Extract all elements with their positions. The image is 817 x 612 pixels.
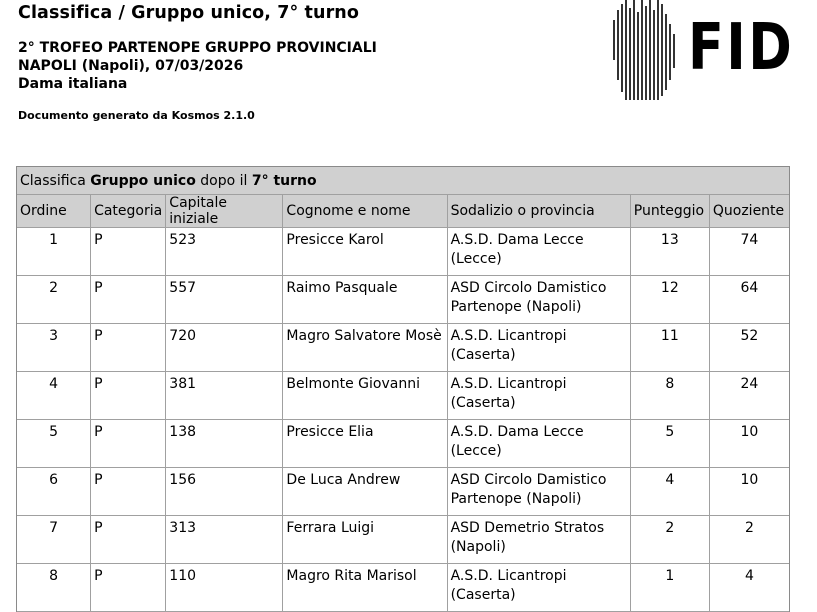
club-line-1: A.S.D. Licantropi <box>450 568 567 584</box>
generated-note: Documento generato da Kosmos 2.1.0 <box>18 109 255 122</box>
cell-ordine: 6 <box>17 468 91 516</box>
cell-nome: Raimo Pasquale <box>283 276 447 324</box>
cell-quoziente: 4 <box>710 564 789 612</box>
cell-sodalizio <box>448 420 631 468</box>
cell-ordine: 4 <box>17 372 91 420</box>
cell-categoria: P <box>91 468 166 516</box>
cell-nome: Magro Rita Marisol <box>283 564 447 612</box>
cell-punteggio: 2 <box>631 516 710 564</box>
caption-group: Gruppo unico <box>90 172 196 189</box>
club-line-2: (Caserta) <box>450 347 516 363</box>
game-type: Dama italiana <box>18 76 128 92</box>
cell-quoziente: 10 <box>710 420 789 468</box>
table-row <box>17 276 789 324</box>
cell-punteggio: 1 <box>631 564 710 612</box>
cell-ordine: 5 <box>17 420 91 468</box>
cell-capitale: 313 <box>166 516 283 564</box>
table-row <box>17 564 789 612</box>
club-line-1: ASD Circolo Damistico <box>450 280 607 296</box>
cell-capitale: 110 <box>166 564 283 612</box>
ranking-table <box>16 166 790 612</box>
club-line-2: (Caserta) <box>450 395 516 411</box>
fid-logo-text: FID <box>688 11 795 85</box>
cell-sodalizio <box>448 276 631 324</box>
cell-punteggio: 8 <box>631 372 710 420</box>
cell-nome: Belmonte Giovanni <box>283 372 447 420</box>
cell-capitale: 156 <box>166 468 283 516</box>
column-header-punteggio: Punteggio <box>631 195 710 228</box>
cell-quoziente: 24 <box>710 372 789 420</box>
table-row <box>17 468 789 516</box>
cell-ordine: 8 <box>17 564 91 612</box>
event-name: 2° TROFEO PARTENOPE GRUPPO PROVINCIALI <box>18 40 377 56</box>
column-header-capitale: Capitale iniziale <box>166 195 283 228</box>
cell-quoziente: 52 <box>710 324 789 372</box>
cell-punteggio: 5 <box>631 420 710 468</box>
club-line-2: (Napoli) <box>450 539 506 555</box>
cell-ordine: 2 <box>17 276 91 324</box>
table-row <box>17 324 789 372</box>
cell-ordine: 3 <box>17 324 91 372</box>
column-header-sodalizio: Sodalizio o provincia <box>448 195 631 228</box>
cell-sodalizio <box>448 468 631 516</box>
club-line-2: (Lecce) <box>450 251 502 267</box>
cell-capitale: 720 <box>166 324 283 372</box>
cell-quoziente: 74 <box>710 228 789 276</box>
fid-logo-bars-icon <box>612 0 684 104</box>
caption-mid: dopo il <box>195 172 252 189</box>
cell-sodalizio <box>448 372 631 420</box>
cell-sodalizio <box>448 564 631 612</box>
cell-quoziente: 10 <box>710 468 789 516</box>
table-header <box>17 195 789 228</box>
fid-logo <box>612 0 795 104</box>
column-header-ordine: Ordine <box>17 195 91 228</box>
cell-capitale: 523 <box>166 228 283 276</box>
cell-ordine: 7 <box>17 516 91 564</box>
cell-categoria: P <box>91 228 166 276</box>
table-row <box>17 516 789 564</box>
cell-sodalizio <box>448 228 631 276</box>
column-header-quoziente: Quoziente <box>710 195 789 228</box>
cell-categoria: P <box>91 372 166 420</box>
cell-punteggio: 11 <box>631 324 710 372</box>
club-line-1: A.S.D. Dama Lecce <box>450 232 584 248</box>
cell-capitale: 557 <box>166 276 283 324</box>
table-body <box>17 228 789 612</box>
cell-nome: Presicce Elia <box>283 420 447 468</box>
cell-nome: Presicce Karol <box>283 228 447 276</box>
table-row <box>17 372 789 420</box>
caption-round: 7° turno <box>251 172 317 189</box>
table-row <box>17 228 789 276</box>
club-line-2: (Caserta) <box>450 587 516 603</box>
cell-capitale: 381 <box>166 372 283 420</box>
cell-categoria: P <box>91 324 166 372</box>
event-place-date: NAPOLI (Napoli), 07/03/2026 <box>18 58 244 74</box>
page-title: Classifica / Gruppo unico, 7° turno <box>18 3 359 23</box>
table-caption <box>17 167 789 195</box>
cell-punteggio: 13 <box>631 228 710 276</box>
cell-punteggio: 4 <box>631 468 710 516</box>
event-info <box>18 39 377 93</box>
club-line-1: A.S.D. Dama Lecce <box>450 424 584 440</box>
cell-nome: Magro Salvatore Mosè <box>283 324 447 372</box>
column-header-categoria: Categoria <box>91 195 166 228</box>
cell-categoria: P <box>91 276 166 324</box>
club-line-2: (Lecce) <box>450 443 502 459</box>
cell-categoria: P <box>91 516 166 564</box>
cell-quoziente: 64 <box>710 276 789 324</box>
table-row <box>17 420 789 468</box>
cell-sodalizio <box>448 516 631 564</box>
cell-nome: De Luca Andrew <box>283 468 447 516</box>
cell-ordine: 1 <box>17 228 91 276</box>
club-line-2: Partenope (Napoli) <box>450 491 582 507</box>
club-line-1: A.S.D. Licantropi <box>450 328 567 344</box>
club-line-2: Partenope (Napoli) <box>450 299 582 315</box>
cell-categoria: P <box>91 564 166 612</box>
caption-prefix: Classifica <box>20 172 91 189</box>
cell-punteggio: 12 <box>631 276 710 324</box>
column-header-nome: Cognome e nome <box>283 195 447 228</box>
cell-quoziente: 2 <box>710 516 789 564</box>
club-line-1: ASD Demetrio Stratos <box>450 520 605 536</box>
club-line-1: ASD Circolo Damistico <box>450 472 607 488</box>
cell-capitale: 138 <box>166 420 283 468</box>
club-line-1: A.S.D. Licantropi <box>450 376 567 392</box>
cell-categoria: P <box>91 420 166 468</box>
cell-nome: Ferrara Luigi <box>283 516 447 564</box>
cell-sodalizio <box>448 324 631 372</box>
